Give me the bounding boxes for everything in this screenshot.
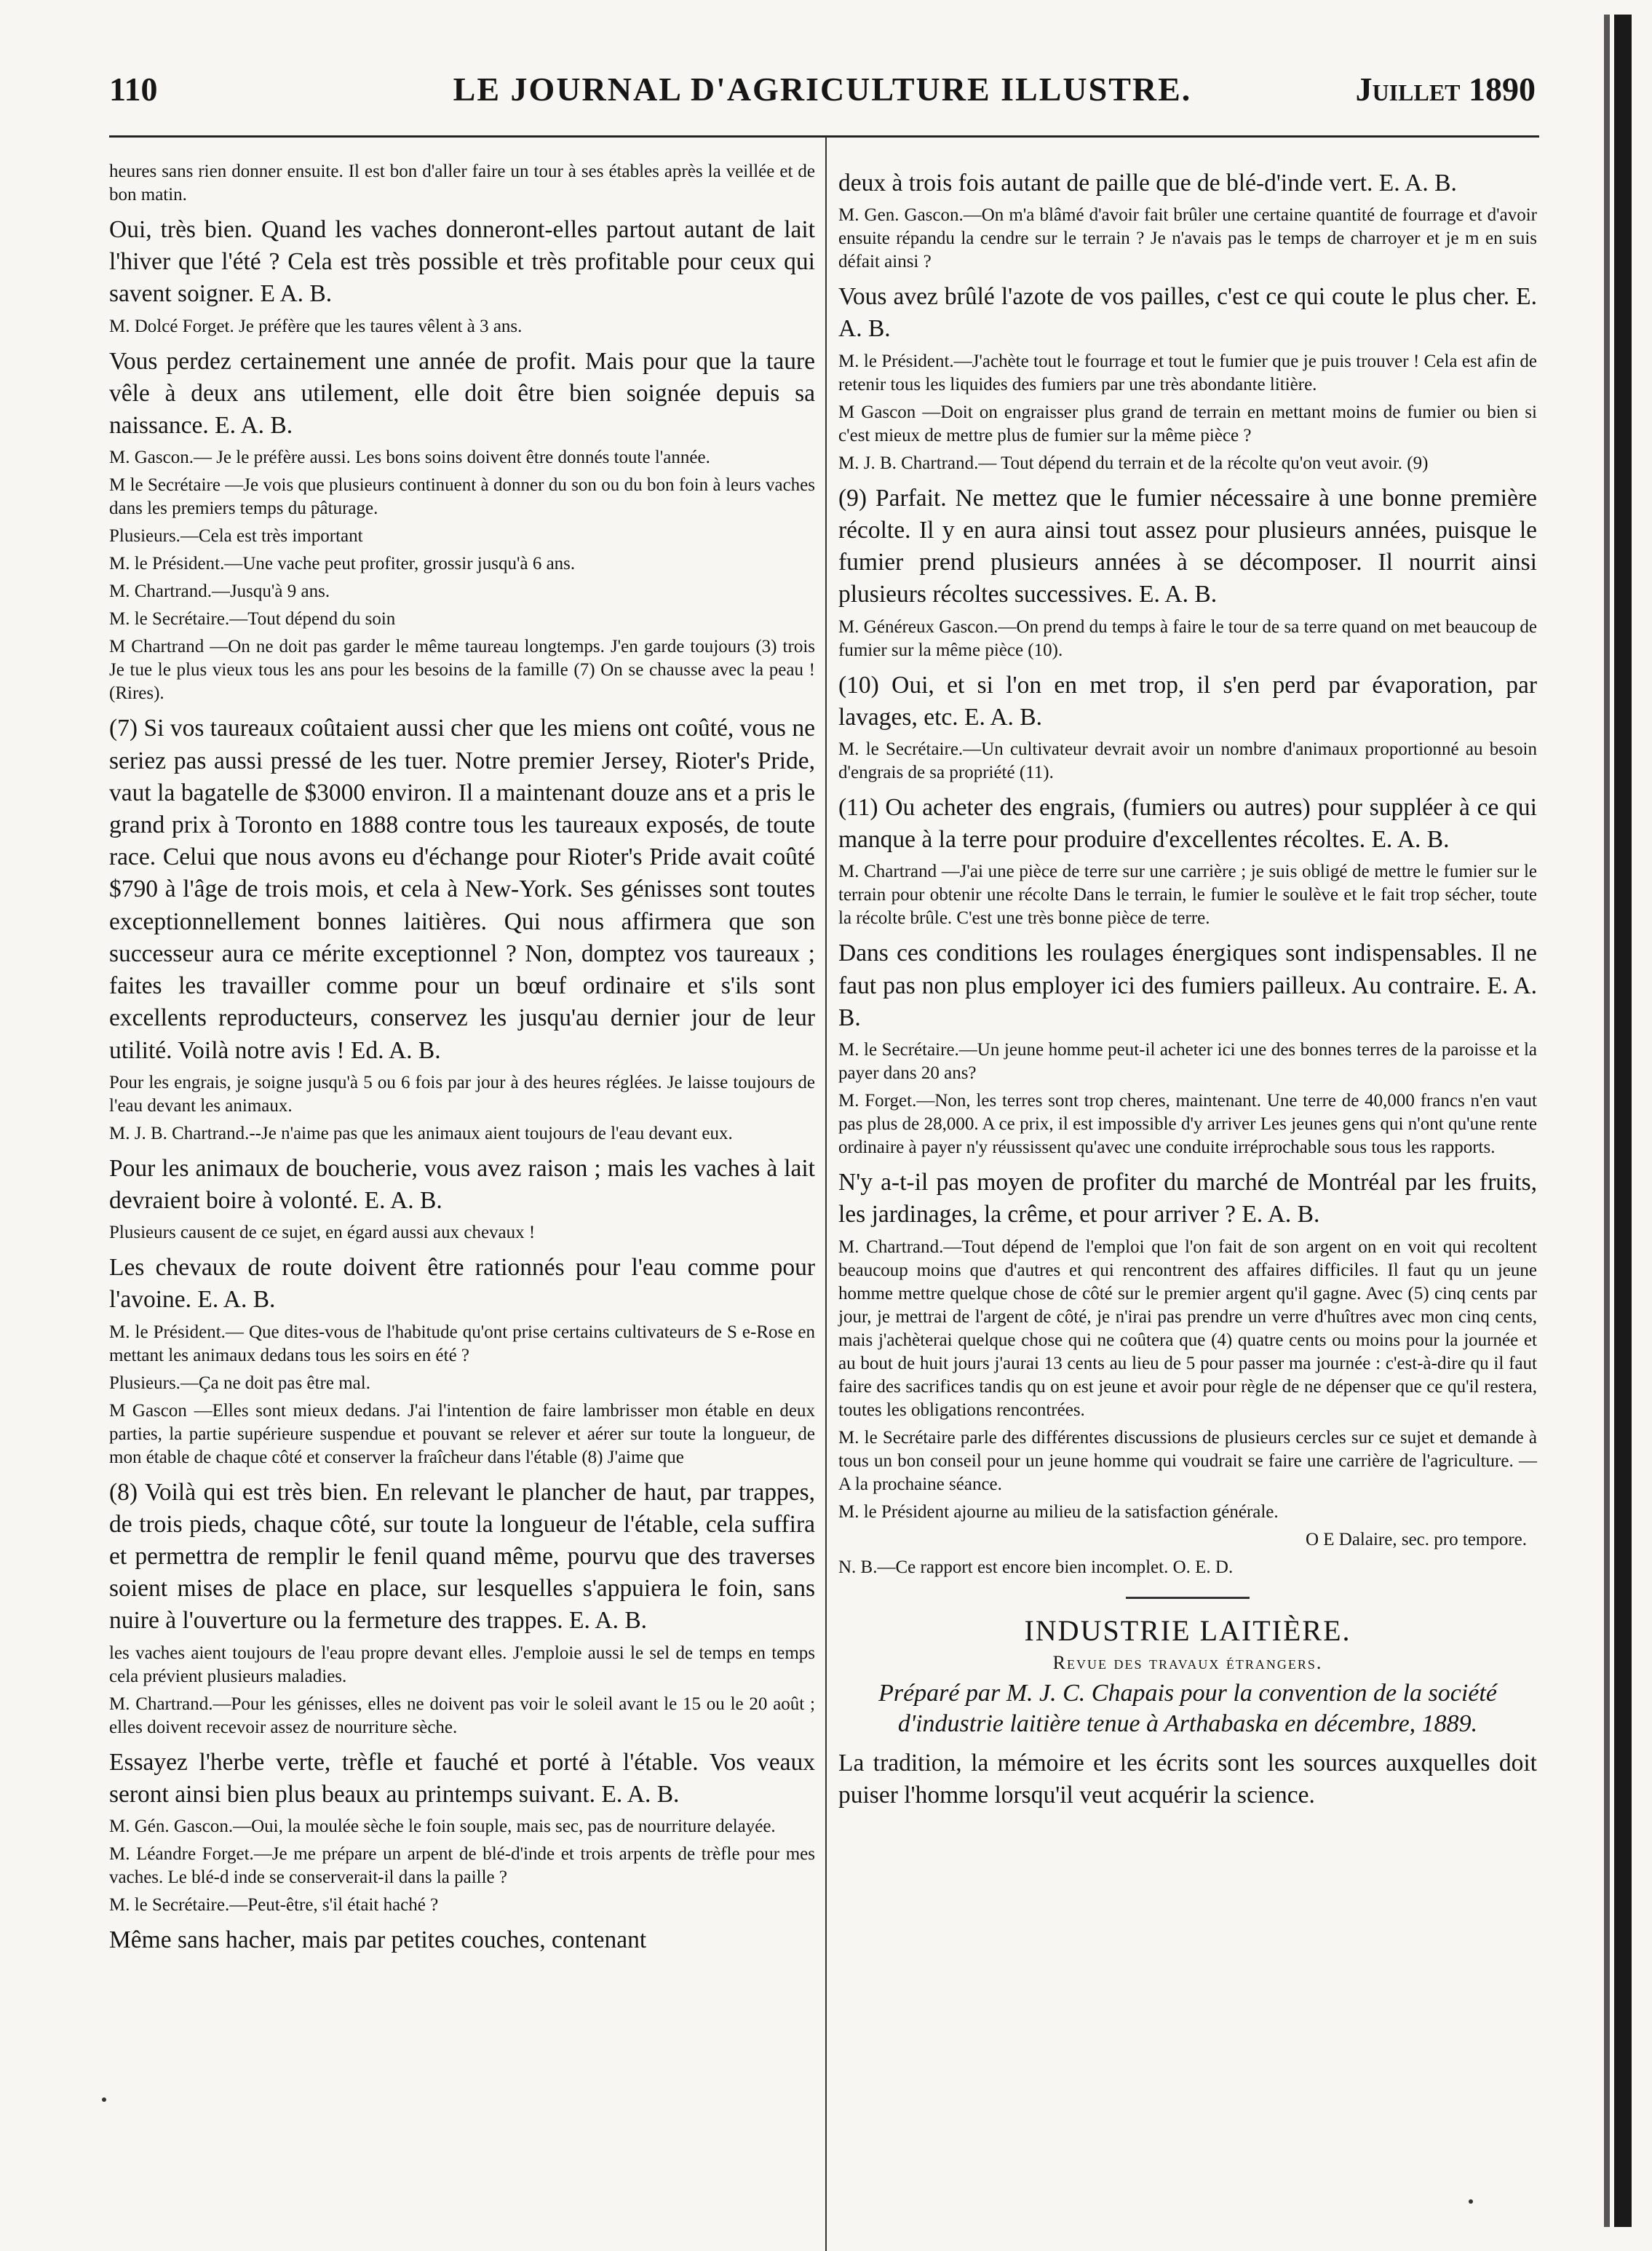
right-column-paragraph: M. Gen. Gascon.—On m'a blâmé d'avoir fait brûler une certaine quantité de fourrage et d'avoir ensuite répandu la cendre sur le terrain ? Je n'avais pas le temps de charroyer et je m en suis défait ainsi ? [838,205,1537,272]
left-column-paragraph: Pour les engrais, je soigne jusqu'à 5 ou 6 fois par jour à des heures réglées. Je laisse toujours de l'eau devant les animaux. [109,1072,815,1116]
page-number: 110 [109,71,158,108]
right-column-paragraph: M. Généreux Gascon.—On prend du temps à faire le tour de sa terre quand on met beaucoup de fumier sur la même pièce (10). [838,616,1537,660]
left-column-paragraph: M Chartrand —On ne doit pas garder le même taureau longtemps. J'en garde toujours (3) trois Je tue le plus vieux tous les ans pour les besoins de la famille (7) On se chausse avec la peau ! (Rires). [109,637,815,704]
page-header [109,70,1536,116]
section-separator [1126,1597,1250,1599]
right-column-paragraph: N'y a-t-il pas moyen de profiter du marché de Montréal par les fruits, les jardinages, la crême, et pour arriver ? E. A. B. [838,1169,1537,1228]
right-column-paragraph: M Gascon —Doit on engraisser plus grand de terrain en mettant moins de fumier ou bien si c'est mieux de mettre plus de fumier sur la même pièce ? [838,402,1537,445]
left-column-paragraph: M. le Président.— Que dites-vous de l'habitude qu'ont prise certains cultivateurs de S e-Rose en mettant les animaux dedans tous les soirs en été ? [109,1322,815,1365]
left-column-paragraph: (7) Si vos taureaux coûtaient aussi cher que les miens ont coûté, vous ne seriez pas aussi pressé de les tuer. Notre premier Jersey, Rioter's Pride, vaut la bagatelle de $3000 environ. Il a maintenant douze ans et a pris le grand prix à Toronto en 1888 contre tous les taureaux exposés, de toute race. Celui que nous avons eu d'échange pour Rioter's Pride avait coûté $790 à l'âge de trois mois, et cela à New-York. Ses génisses sont toutes exceptionnellement bonnes laitières. Qui nous affirmera que son successeur aura ce mérite exceptionnel ? Non, domptez vos taureaux ; faites les travailler comme pour un bœuf ordinaire et s'ils sont excellents reproducteurs, conservez les jusqu'au dernier jour de leur utilité. Voilà notre avis ! Ed. A. B. [109,715,815,1064]
left-column-paragraph: Les chevaux de route doivent être rationnés pour l'eau comme pour l'avoine. E. A. B. [109,1254,815,1314]
left-column-paragraph: Plusieurs.—Ça ne doit pas être mal. [109,1373,370,1393]
left-column-paragraph: M. le Secrétaire.—Peut-être, s'il était haché ? [109,1895,439,1915]
left-column-paragraph: M. J. B. Chartrand.--Je n'aime pas que les animaux aient toujours de l'eau devant eux. [109,1123,733,1143]
right-column-paragraph: (9) Parfait. Ne mettez que le fumier nécessaire à une bonne première récolte. Il y en aura ainsi tout assez pour plusieurs années, puisque le fumier prend plusieurs années à se décomposer. Il nourrit ainsi plusieurs récoltes successives. E. A. B. [838,484,1537,608]
scan-speck [1469,2199,1473,2204]
right-column-paragraph: N. B.—Ce rapport est encore bien incomplet. O. E. D. [838,1557,1234,1577]
left-column-paragraph: M. Léandre Forget.—Je me prépare un arpent de blé-d'inde et trois arpents de trèfle pour mes vaches. Le blé-d inde se conserverait-il dans la paille ? [109,1844,815,1888]
left-column-paragraph: (8) Voilà qui est très bien. En relevant le plancher de haut, par trappes, de trois pieds, chaque côté, sur toute la longueur de l'étable, cela suffira et permettra de remplir le fenil quand même, pourvu que des traverses soient mises de place en place, sur lesquelles s'appuiera le foin, sans nuire à l'ouverture ou la fermeture des trappes. E. A. B. [109,1478,815,1635]
right-column-paragraph: M. Chartrand.—Tout dépend de l'emploi que l'on fait de son argent on en voit qui recoltent beaucoup moins que d'autres et qui rencontrent des affaires difficiles. Il faut qu un jeune homme mettre quelque chose de côté sur le premier argent qu'il gagne. Avec (5) cinq cents par jour, je mettrai de l'argent de côté, je n'irai pas prendre un verre d'huîtres avec mon cinq cents, mais j'achèterai quelque chose qui ne coûtera que (4) quatre cents ou moins pour la journée et au bout de huit jours j'aurai 13 cents au lieu de 5 pour passer ma journée : c'est-à-dire qu il faut faire des sacrifices tandis qu on est jeune et avoir pour règle de ne dépenser que ce qu'il restera, toutes les obligations rencontrées. [838,1236,1537,1420]
right-column-paragraph: M. Forget.—Non, les terres sont trop cheres, maintenant. Une terre de 40,000 francs n'en vaut pas plus de 28,000. A ce prix, il est impossible d'y arriver Les jeunes gens qui n'ont qu'une rente ordinaire à payer n'y réussissent qu'avec une conduite irréprochable sous tous les rapports. [838,1091,1537,1158]
left-column-paragraph: M. Gén. Gascon.—Oui, la moulée sèche le foin souple, mais sec, pas de nourriture delayée. [109,1817,776,1837]
right-column-paragraph: O E Dalaire, sec. pro tempore. [1305,1529,1527,1549]
left-column-paragraph: Même sans hacher, mais par petites couches, contenant [109,1926,647,1954]
left-column-paragraph: Pour les animaux de boucherie, vous avez raison ; mais les vaches à lait devraient boire à volonté. E. A. B. [109,1154,815,1214]
right-column-paragraph: M. Chartrand —J'ai une pièce de terre sur une carrière ; je suis obligé de mettre le fumier sur le terrain pour obtenir une récolte Dans le terrain, le fumier le soulève et le fait trop sécher, toute la récolte brûle. C'est une très bonne pièce de terre. [838,862,1537,929]
left-column-paragraph: M. le Président.—Une vache peut profiter, grossir jusqu'à 6 ans. [109,554,576,574]
right-column-paragraph: M. le Secrétaire parle des différentes discussions de plusieurs cercles sur ce sujet et demande à tous un bon conseil pour un jeune homme qui voudrait se faire une carrière de l'agriculture. — A la prochaine séance. [838,1427,1537,1494]
section-subtitle: Revue des travaux étrangers. [1052,1651,1323,1673]
left-column-paragraph: M Gascon —Elles sont mieux dedans. J'ai l'intention de faire lambrisser mon étable en deux parties, la partie supérieure suspendue et pouvant se relever et aérer sur toute la longueur, de mon étable de chaque côté et conserver la fraîcheur dans l'étable (8) J'aime que [109,1400,815,1467]
left-column-paragraph: Plusieurs causent de ce sujet, en égard aussi aux chevaux ! [109,1223,536,1243]
right-column-paragraph: M. le Président ajourne au milieu de la satisfaction générale. [838,1501,1279,1522]
section-prepared-by: Préparé par M. J. C. Chapais pour la convention de la société d'industrie laitière tenue à Arthabaska en décembre, 1889. [878,1679,1497,1737]
left-column [109,160,815,1961]
left-column-paragraph: M. Chartrand.—Pour les génisses, elles ne doivent pas voir le soleil avant le 15 ou le 20 août ; elles doivent recevoir assez de nourriture sèche. [109,1694,815,1737]
right-column-paragraph: M. le Secrétaire.—Un jeune homme peut-il acheter ici une des bonnes terres de la paroisse et la payer dans 20 ans? [838,1040,1537,1084]
left-column-paragraph: heures sans rien donner ensuite. Il est bon d'aller faire un tour à ses étables après la veillée et de bon matin. [109,162,815,205]
right-column-paragraph: (10) Oui, et si l'on en met trop, il s'en perd par évaporation, par lavages, etc. E. A. B. [838,671,1537,731]
right-column-paragraph: M. le Président.—J'achète tout le fourrage et tout le fumier que je puis trouver ! Cela est afin de retenir tous les liquides des fumiers par une très abondante litière. [838,351,1537,394]
right-column [838,160,1537,1816]
right-column-paragraph: Dans ces conditions les roulages énergiques sont indispensables. Il ne faut pas non plus employer ici des fumiers pailleux. Au contraire. E. A. B. [838,940,1537,1031]
right-column-paragraph: (11) Ou acheter des engrais, (fumiers ou autres) pour suppléer à ce qui manque à la terre pour produire d'excellentes récoltes. E. A. B. [838,793,1537,854]
right-column-paragraph: Vous avez brûlé l'azote de vos pailles, c'est ce qui coute le plus cher. E. A. B. [838,283,1537,343]
left-column-paragraph: M le Secrétaire —Je vois que plusieurs continuent à donner du son ou du bon foin à leurs vaches dans les premiers temps du pâturage. [109,475,815,519]
right-column-paragraph: deux à trois fois autant de paille que de blé-d'inde vert. E. A. B. [838,170,1457,196]
section-title: INDUSTRIE LAITIÈRE. [1024,1613,1351,1647]
left-column-paragraph: les vaches aient toujours de l'eau propre devant elles. J'emploie aussi le sel de temps en temps cela prévient plusieurs maladies. [109,1643,815,1686]
journal-title: LE JOURNAL D'AGRICULTURE ILLUSTRE. [453,71,1192,108]
left-column-paragraph: Vous perdez certainement une année de profit. Mais pour que la taure vêle à deux ans utilement, elle doit être bien soignée depuis sa naissance. E. A. B. [109,347,815,440]
right-column-paragraphs [838,167,1537,1579]
scan-edge-line [1604,15,1610,2227]
left-column-paragraph: M. Dolcé Forget. Je préfère que les taures vêlent à 3 ans. [109,316,523,336]
left-column-paragraph: M. le Secrétaire.—Tout dépend du soin [109,609,396,630]
scan-speck [102,2097,106,2102]
header-rule [109,135,1539,138]
left-column-paragraph: Essayez l'herbe verte, trèfle et fauché et porté à l'étable. Vos veaux seront ainsi bien plus beaux au printemps suivant. E. A. B. [109,1748,815,1808]
right-column-paragraph: M. le Secrétaire.—Un cultivateur devrait avoir un nombre d'animaux proportionné au besoin d'engrais de sa propriété (11). [838,739,1537,782]
column-divider [825,137,827,2251]
right-column-paragraph: M. J. B. Chartrand.— Tout dépend du terrain et de la récolte qu'on veut avoir. (9) [838,453,1429,473]
section-intro: La tradition, la mémoire et les écrits sont les sources auxquelles doit puiser l'homme lorsqu'il veut acquérir la science. [838,1749,1537,1809]
left-column-paragraph: Plusieurs.—Cela est très important [109,526,363,547]
left-column-paragraph: M. Chartrand.—Jusqu'à 9 ans. [109,581,330,602]
left-column-paragraph: M. Gascon.— Je le préfère aussi. Les bons soins doivent être donnés toute l'année. [109,448,710,468]
left-column-paragraph: Oui, très bien. Quand les vaches donneront-elles partout autant de lait l'hiver que l'été ? Cela est très possible et très profitable pour ceux qui savent soigner. E A. B. [109,216,815,308]
scan-edge-shadow [1614,15,1632,2227]
issue-date: Juillet 1890 [1355,71,1536,108]
